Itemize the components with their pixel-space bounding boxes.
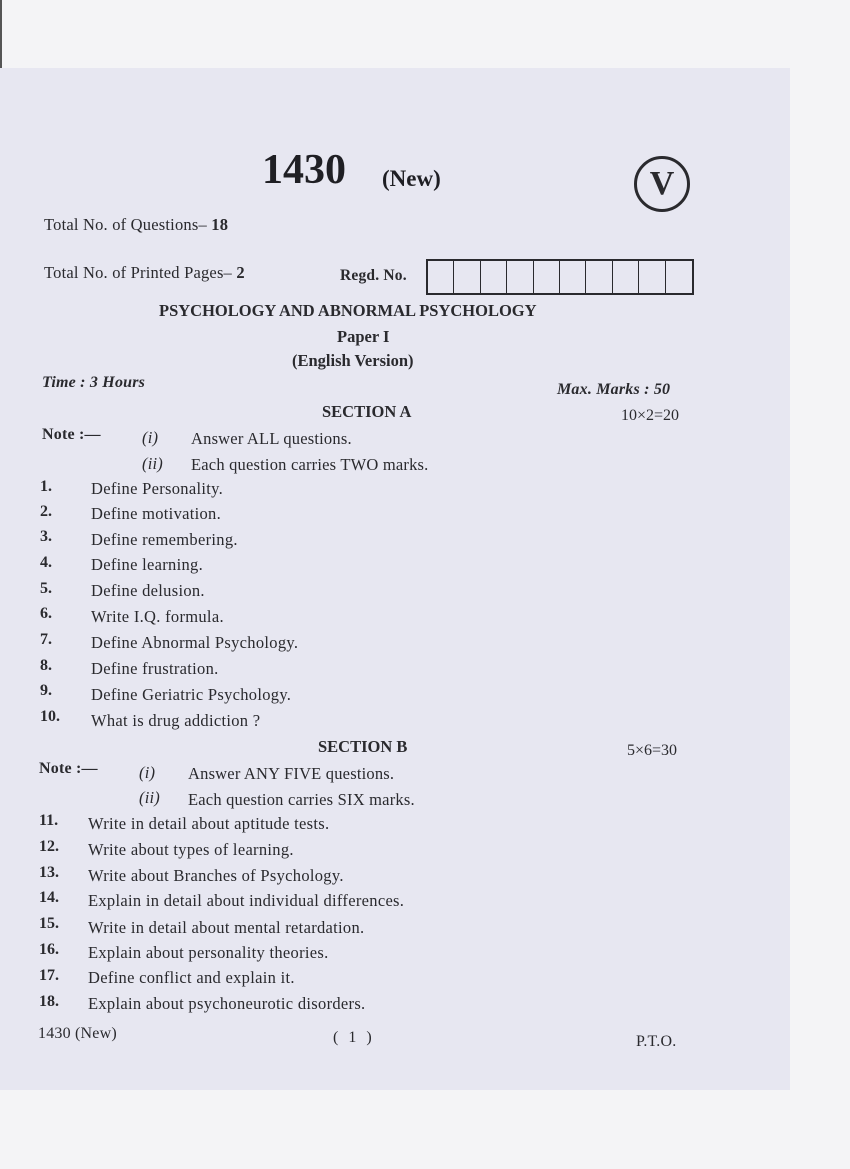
- section-a-note-label: Note :—: [42, 426, 101, 443]
- regd-digit-box[interactable]: [666, 261, 692, 293]
- section-b-note-1-num: (i): [139, 763, 156, 782]
- total-questions-line: [44, 215, 228, 235]
- regd-no-label: Regd. No.: [340, 267, 407, 284]
- regd-digit-box[interactable]: [560, 261, 586, 293]
- section-a-note-1-text: Answer ALL questions.: [191, 429, 352, 448]
- question-number: 9.: [40, 682, 52, 699]
- total-questions-label: Total No. of Questions–: [44, 215, 207, 234]
- question-number: 17.: [39, 967, 59, 984]
- question-text: Write I.Q. formula.: [91, 607, 224, 626]
- section-b-heading: SECTION B: [318, 737, 408, 756]
- question-number: 6.: [40, 605, 52, 622]
- section-b-marks: 5×6=30: [627, 742, 678, 759]
- question-number: 13.: [39, 864, 59, 881]
- footer-page-number: ( 1 ): [333, 1029, 375, 1046]
- max-marks: Max. Marks : 50: [557, 381, 671, 398]
- footer-pto: P.T.O.: [636, 1033, 677, 1050]
- printed-pages-value: 2: [236, 263, 245, 282]
- section-a-note-1-num: (i): [142, 428, 159, 447]
- paper-code-suffix: (New): [382, 166, 441, 191]
- question-text: Write in detail about mental retardation.: [88, 918, 365, 937]
- regd-digit-box[interactable]: [507, 261, 533, 293]
- footer-paper-code: 1430 (New): [38, 1025, 117, 1042]
- question-text: Explain about psychoneurotic disorders.: [88, 994, 366, 1013]
- regd-digit-box[interactable]: [586, 261, 612, 293]
- question-number: 12.: [39, 838, 59, 855]
- question-number: 3.: [40, 528, 52, 545]
- question-text: Define motivation.: [91, 504, 222, 523]
- section-a-note-2-num: (ii): [142, 454, 163, 473]
- question-text: Write about types of learning.: [88, 840, 294, 859]
- printed-pages-line: [44, 263, 245, 283]
- question-number: 1.: [40, 478, 52, 495]
- question-number: 10.: [40, 708, 60, 725]
- section-a-note-2-text: Each question carries TWO marks.: [191, 455, 429, 474]
- question-text: What is drug addiction ?: [91, 711, 261, 730]
- time-allowed: Time : 3 Hours: [42, 374, 146, 391]
- question-number: 5.: [40, 580, 52, 597]
- section-a-marks: 10×2=20: [621, 407, 680, 424]
- question-text: Write about Branches of Psychology.: [88, 866, 344, 885]
- paper-number: Paper I: [337, 327, 390, 346]
- question-number: 4.: [40, 554, 52, 571]
- question-text: Define Personality.: [91, 479, 224, 498]
- question-text: Define delusion.: [91, 581, 205, 600]
- total-questions-value: 18: [211, 215, 229, 234]
- section-b-note-label: Note :—: [39, 760, 98, 777]
- question-text: Define conflict and explain it.: [88, 968, 295, 987]
- question-text: Define frustration.: [91, 659, 219, 678]
- question-number: 14.: [39, 889, 59, 906]
- printed-pages-label: Total No. of Printed Pages–: [44, 263, 233, 282]
- question-text: Define Abnormal Psychology.: [91, 633, 299, 652]
- subject-title: PSYCHOLOGY AND ABNORMAL PSYCHOLOGY: [159, 301, 537, 320]
- question-number: 8.: [40, 657, 52, 674]
- regd-digit-box[interactable]: [534, 261, 560, 293]
- section-a-heading: SECTION A: [322, 402, 412, 421]
- question-number: 2.: [40, 503, 52, 520]
- question-text: Write in detail about aptitude tests.: [88, 814, 330, 833]
- version-badge: [634, 156, 690, 212]
- question-text: Explain in detail about individual differences.: [88, 891, 405, 910]
- question-number: 16.: [39, 941, 59, 958]
- paper-version: (English Version): [292, 351, 414, 370]
- scan-edge-line: [0, 0, 2, 68]
- question-number: 15.: [39, 915, 59, 932]
- question-number: 11.: [39, 812, 59, 829]
- regd-digit-box[interactable]: [481, 261, 507, 293]
- question-text: Define remembering.: [91, 530, 238, 549]
- regd-digit-box[interactable]: [428, 261, 454, 293]
- question-number: 7.: [40, 631, 52, 648]
- question-text: Define learning.: [91, 555, 204, 574]
- regd-digit-box[interactable]: [454, 261, 480, 293]
- section-b-note-2-text: Each question carries SIX marks.: [188, 790, 415, 809]
- regd-no-boxes[interactable]: [426, 259, 694, 295]
- section-b-note-1-text: Answer ANY FIVE questions.: [188, 764, 395, 783]
- regd-digit-box[interactable]: [613, 261, 639, 293]
- question-text: Define Geriatric Psychology.: [91, 685, 292, 704]
- paper-code: 1430: [262, 147, 346, 193]
- question-text: Explain about personality theories.: [88, 943, 329, 962]
- section-b-note-2-num: (ii): [139, 788, 160, 807]
- question-number: 18.: [39, 993, 59, 1010]
- regd-digit-box[interactable]: [639, 261, 665, 293]
- version-letter: V: [649, 165, 675, 202]
